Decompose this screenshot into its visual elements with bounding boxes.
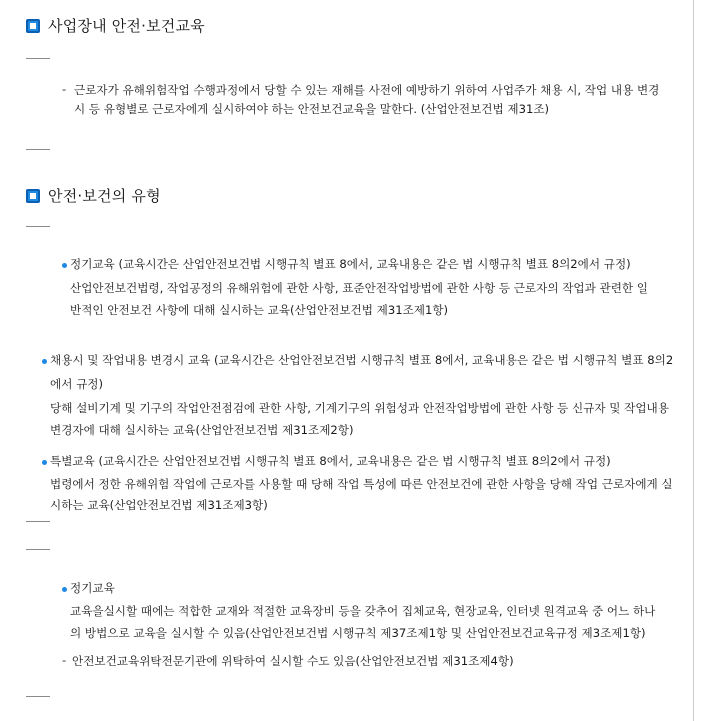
list-item-line: 산업안전보건법령, 작업공정의 유해위험에 관한 사항, 표준안전작업방법에 관한 사항 등 근로자의 작업과 관련한 일 xyxy=(70,281,648,295)
paragraph-line: 근로자가 유해위험작업 수행과정에서 당할 수 있는 재해를 사전에 예방하기 위하여 사업주가 채용 시, 작업 내용 변경 xyxy=(74,83,660,97)
section-title-1: 사업장내 안전·보건교육 xyxy=(48,17,205,35)
bullet-dot-icon xyxy=(62,263,67,268)
separator xyxy=(26,521,50,522)
list-item-line: 에서 규정) xyxy=(50,377,104,391)
separator xyxy=(26,549,50,550)
separator xyxy=(26,58,50,59)
list-item-line: 시하는 교육(산업안전보건법 제31조제3항) xyxy=(50,498,268,512)
separator xyxy=(26,226,50,227)
section-heading-1 xyxy=(26,15,205,36)
list-item-line: 변경자에 대해 실시하는 교육(산업안전보건법 제31조제2항) xyxy=(50,423,354,437)
bullet-dot-icon xyxy=(42,359,47,364)
dash-bullet: - xyxy=(62,653,67,667)
list-item-line: 당해 설비기계 및 기구의 작업안전점검에 관한 사항, 기계기구의 위험성과 안전작업방법에 관한 사항 등 신규자 및 작업내용 xyxy=(50,401,669,415)
list-item-line: 의 방법으로 교육을 실시할 수 있음(산업안전보건법 시행규칙 제37조제1항 및 산업안전보건교육규정 제3조제1항) xyxy=(70,626,646,640)
list-item-line: 법령에서 정한 유해위험 작업에 근로자를 사용할 때 당해 작업 특성에 따른 안전보건에 관한 사항을 당해 작업 근로자에게 실 xyxy=(50,477,673,491)
separator xyxy=(26,149,50,150)
paragraph-line: 시 등 유형별로 근로자에게 실시하여야 하는 안전보건교육을 말한다. (산업안전보건법 제31조) xyxy=(74,102,550,116)
note-line: 안전보건교육위탁전문기관에 위탁하여 실시할 수도 있음(산업안전보건법 제31조제4항) xyxy=(72,654,514,668)
separator xyxy=(26,696,50,697)
square-bullet-icon xyxy=(26,19,40,33)
list-item-line: 정기교육 (교육시간은 산업안전보건법 시행규칙 별표 8에서, 교육내용은 같은 법 시행규칙 별표 8의2에서 규정) xyxy=(70,257,631,271)
bullet-dot-icon xyxy=(62,587,67,592)
list-item-line: 정기교육 xyxy=(70,581,115,595)
list-item-line: 반적인 안전보건 사항에 대해 실시하는 교육(산업안전보건법 제31조제1항) xyxy=(70,303,449,317)
section-heading-2 xyxy=(26,185,161,206)
bullet-dot-icon xyxy=(42,460,47,465)
square-bullet-icon xyxy=(26,189,40,203)
dash-bullet: - xyxy=(62,82,67,96)
right-border-line xyxy=(693,0,694,721)
list-item-line: 교육을실시할 때에는 적합한 교재와 적절한 교육장비 등을 갖추어 집체교육, 현장교육, 인터넷 원격교육 중 어느 하나 xyxy=(70,604,656,618)
section-title-2: 안전·보건의 유형 xyxy=(48,187,161,205)
list-item-line: 특별교육 (교육시간은 산업안전보건법 시행규칙 별표 8에서, 교육내용은 같은 법 시행규칙 별표 8의2에서 규정) xyxy=(50,454,611,468)
list-item-line: 채용시 및 작업내용 변경시 교육 (교육시간은 산업안전보건법 시행규칙 별표 8에서, 교육내용은 같은 법 시행규칙 별표 8의2 xyxy=(50,353,674,367)
